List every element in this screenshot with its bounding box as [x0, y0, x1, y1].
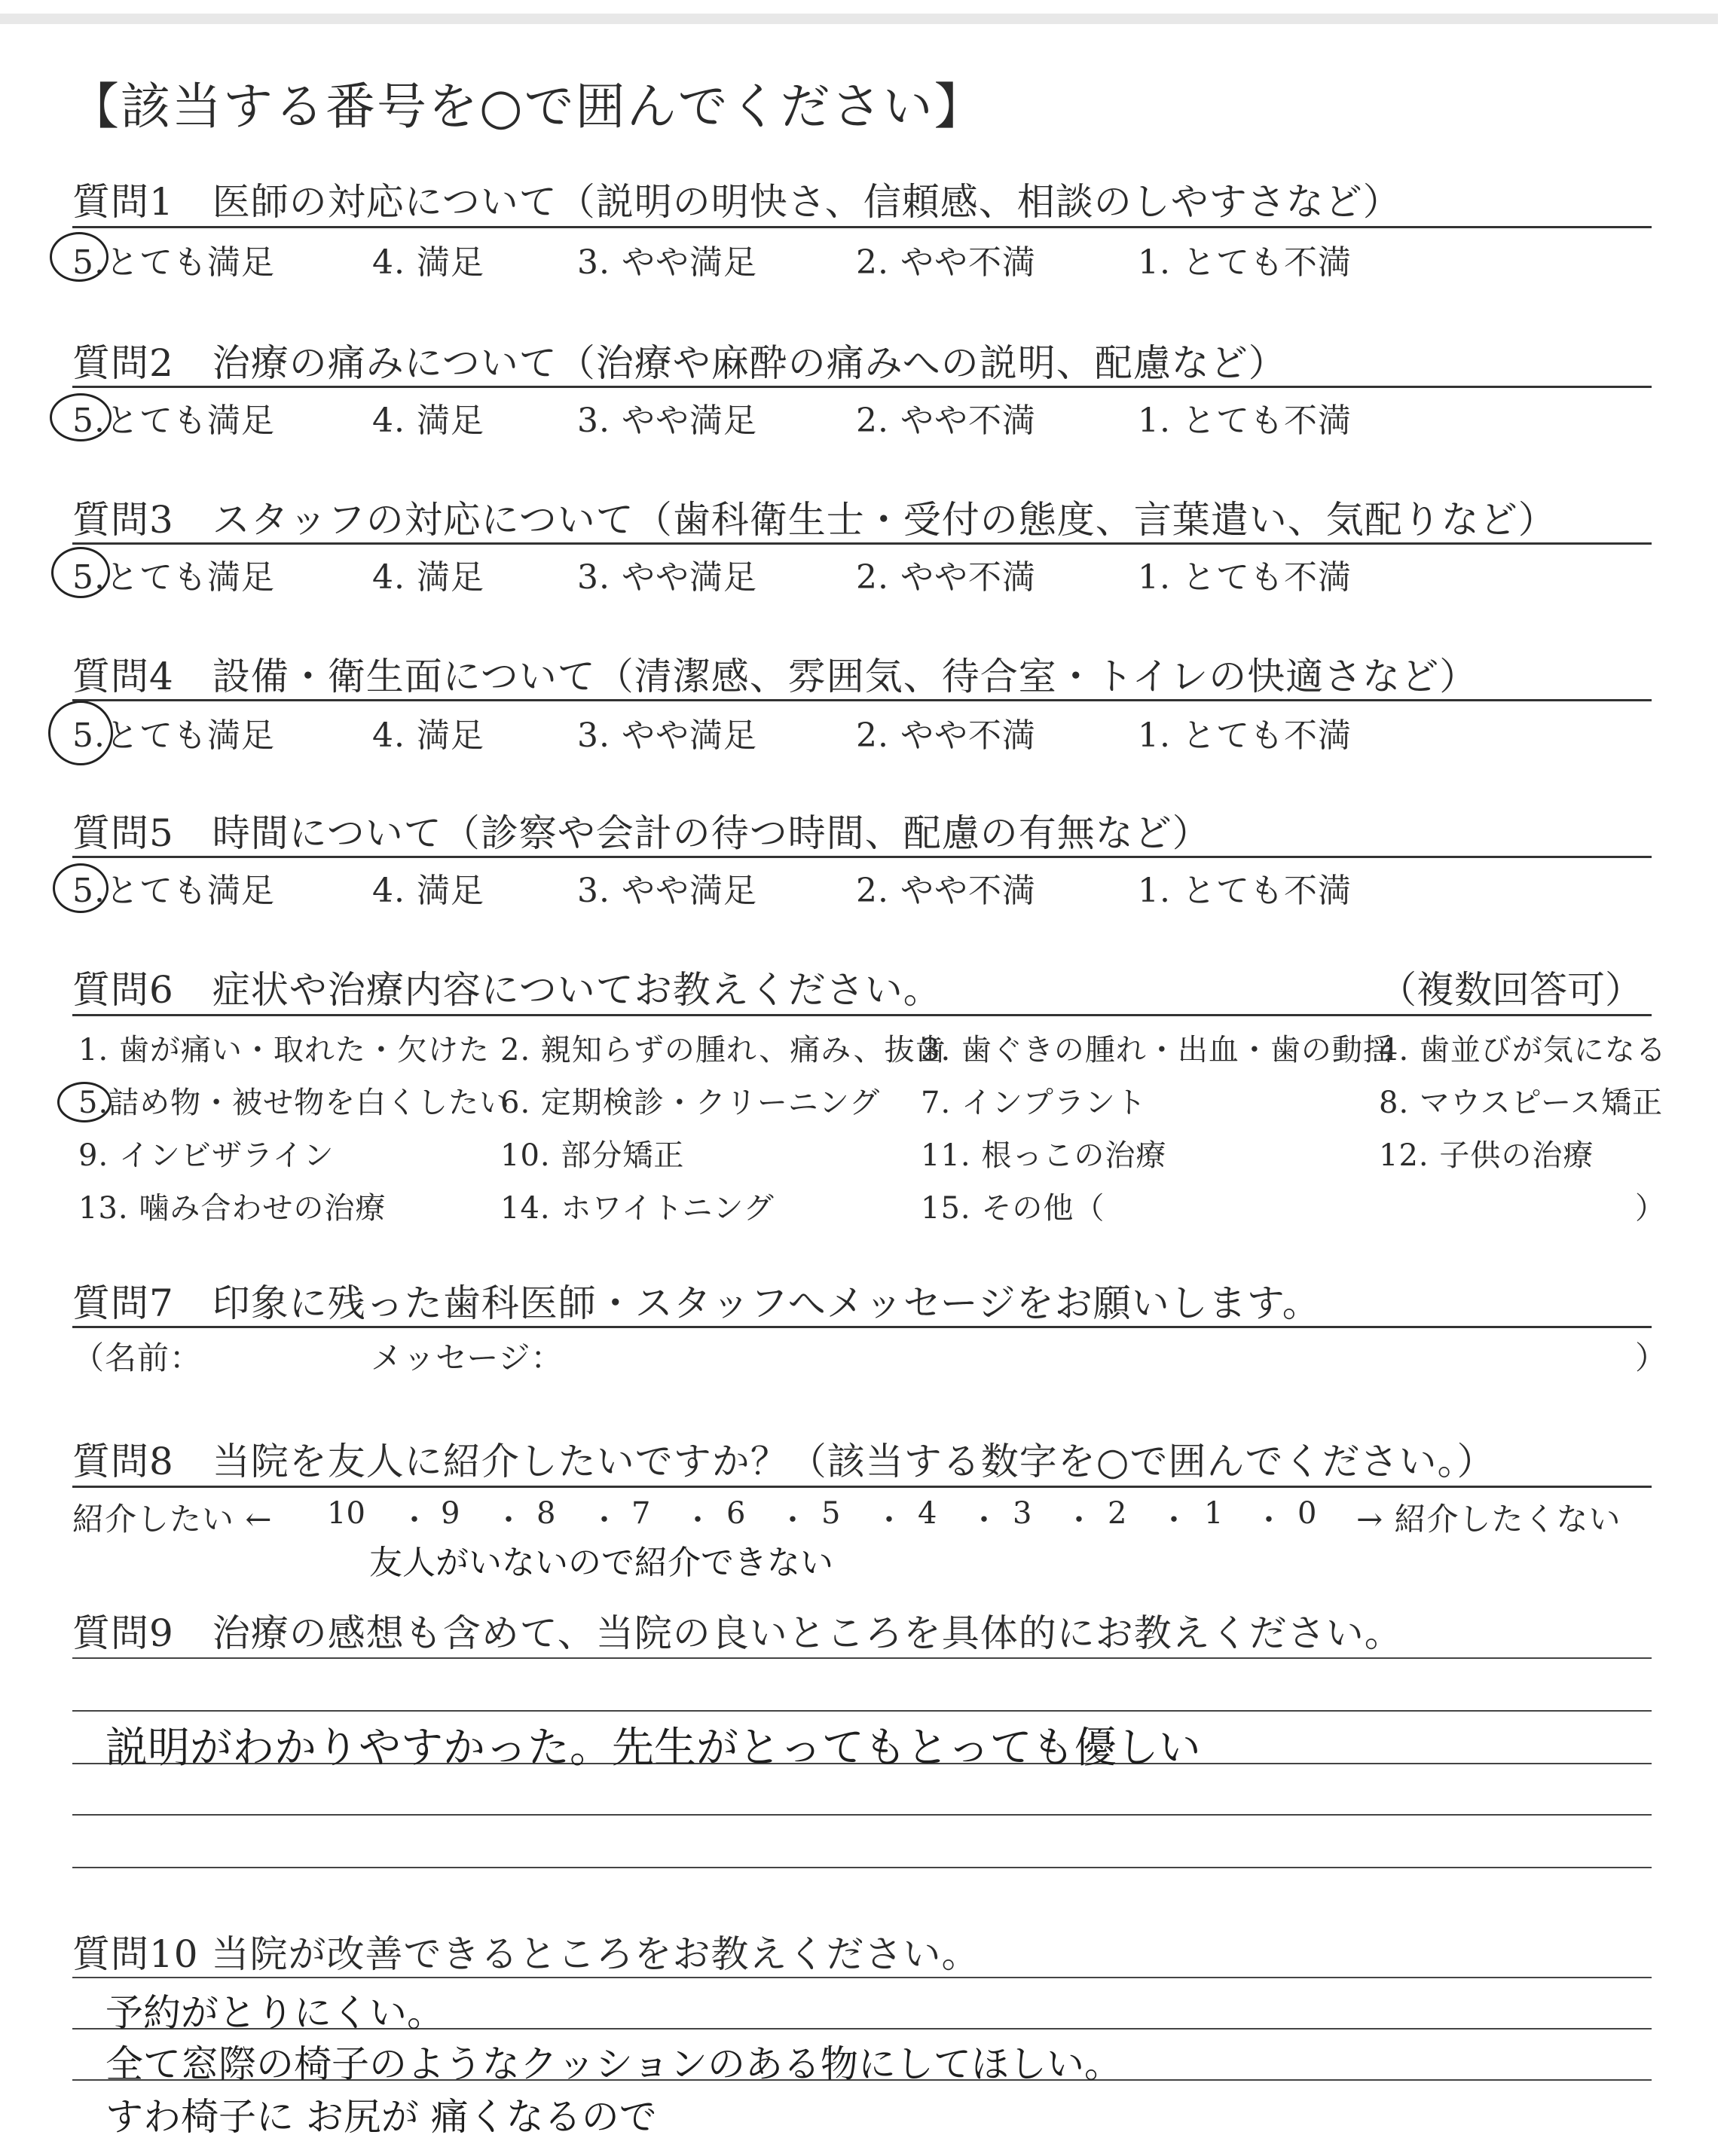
question-4-rule: [72, 699, 1652, 701]
q6-option-15[interactable]: 15. その他（: [921, 1191, 1105, 1226]
question-7-rule: [72, 1326, 1652, 1328]
question-1-heading: 質問1 医師の対応について（説明の明快さ、信頼感、相談のしやすさなど）: [72, 180, 1401, 224]
q6-option-1[interactable]: 1. 歯が痛い・取れた・欠けた: [78, 1033, 490, 1067]
q8-handwritten-note: 友人がいないので紹介できない: [369, 1544, 833, 1582]
q3-option-4[interactable]: 4. 満足: [372, 558, 484, 597]
q8-dot: ・: [1064, 1503, 1094, 1538]
q8-dot: ・: [494, 1503, 524, 1538]
q9-answer-line: [72, 1657, 1652, 1659]
q3-selection-circle: [51, 547, 110, 598]
q8-score-10[interactable]: 10: [327, 1496, 365, 1531]
q6-option-8[interactable]: 8. マウスピース矯正: [1379, 1086, 1664, 1120]
question-9-heading: 質問9 治療の感想も含めて、当院の良いところを具体的にお教えください。: [72, 1611, 1403, 1655]
q8-dot: ・: [1159, 1503, 1189, 1538]
question-3-heading: 質問3 スタッフの対応について（歯科衛生士・受付の態度、言葉遣い、気配りなど）: [72, 498, 1557, 542]
q3-option-3[interactable]: 3. やや満足: [577, 558, 757, 597]
q4-option-5[interactable]: 5.とても満足: [72, 716, 275, 755]
q5-option-2[interactable]: 2. やや不満: [856, 872, 1036, 910]
q2-option-4[interactable]: 4. 満足: [372, 402, 484, 440]
q3-option-5[interactable]: 5.とても満足: [72, 558, 275, 597]
q2-selection-circle: [50, 393, 112, 441]
q8-scale-left-label: 紹介したい ←: [72, 1501, 273, 1538]
q10-answer-line: [72, 1977, 1652, 1978]
question-5-heading: 質問5 時間について（診察や会計の待つ時間、配慮の有無など）: [72, 811, 1211, 855]
q10-handwritten-line-2: 全て窓際の椅子のようなクッションのある物にしてほしい。: [105, 2042, 1122, 2086]
q4-option-2[interactable]: 2. やや不満: [856, 716, 1036, 755]
q6-option-3[interactable]: 3. 歯ぐきの腫れ・出血・歯の動揺: [921, 1033, 1394, 1067]
q5-option-5[interactable]: 5.とても満足: [72, 872, 275, 910]
q8-score-6[interactable]: 6: [726, 1496, 746, 1531]
q2-option-1[interactable]: 1. とても不満: [1138, 402, 1352, 440]
q5-option-1[interactable]: 1. とても不満: [1138, 872, 1352, 910]
q8-score-4[interactable]: 4: [918, 1496, 937, 1531]
q6-option-9[interactable]: 9. インビザライン: [78, 1138, 335, 1173]
question-4-heading: 質問4 設備・衛生面について（清潔感、雰囲気、待合室・トイレの快適さなど）: [72, 655, 1478, 698]
question-3-rule: [72, 542, 1652, 545]
q1-option-3[interactable]: 3. やや満足: [577, 243, 757, 282]
q4-selection-circle: [48, 701, 113, 765]
q6-option-10[interactable]: 10. 部分矯正: [500, 1138, 685, 1173]
q6-option-11[interactable]: 11. 根っこの治療: [921, 1138, 1167, 1173]
q7-name-field-label[interactable]: （名前：: [72, 1339, 203, 1376]
q9-handwritten-answer: 説明がわかりやすかった。先生がとってもとっても優しい: [105, 1724, 1201, 1773]
question-6-heading: 質問6 症状や治療内容についてお教えください。: [72, 968, 942, 1012]
q6-other-close-paren: ）: [1635, 1191, 1666, 1226]
question-6-rule: [72, 1014, 1652, 1016]
q3-option-2[interactable]: 2. やや不満: [856, 558, 1036, 597]
q9-answer-line: [72, 1814, 1652, 1816]
q8-score-8[interactable]: 8: [536, 1496, 556, 1531]
q8-dot: ・: [969, 1503, 999, 1538]
q8-score-1[interactable]: 1: [1204, 1496, 1224, 1531]
q4-option-3[interactable]: 3. やや満足: [577, 716, 757, 755]
q8-scale-right-label: → 紹介したくない: [1356, 1501, 1621, 1538]
q3-option-1[interactable]: 1. とても不満: [1138, 558, 1352, 597]
question-7-heading: 質問7 印象に残った歯科医師・スタッフへメッセージをお願いします。: [72, 1281, 1321, 1325]
q1-option-1[interactable]: 1. とても不満: [1138, 243, 1352, 282]
q4-option-1[interactable]: 1. とても不満: [1138, 716, 1352, 755]
q6-multiple-answers-note: （複数回答可）: [1379, 968, 1643, 1012]
q6-option-4[interactable]: 4. 歯並びが気になる: [1379, 1033, 1667, 1067]
q6-option-6[interactable]: 6. 定期検診・クリーニング: [500, 1086, 881, 1120]
question-10-heading: 質問10 当院が改善できるところをお教えください。: [72, 1932, 980, 1976]
q8-score-2[interactable]: 2: [1108, 1496, 1127, 1531]
q4-option-4[interactable]: 4. 満足: [372, 716, 484, 755]
q5-option-3[interactable]: 3. やや満足: [577, 872, 757, 910]
q6-option-2[interactable]: 2. 親知らずの腫れ、痛み、抜歯: [500, 1033, 946, 1067]
q8-dot: ・: [778, 1503, 808, 1538]
q8-dot: ・: [874, 1503, 904, 1538]
q6-option-13[interactable]: 13. 噛み合わせの治療: [78, 1191, 387, 1226]
question-1-rule: [72, 226, 1652, 228]
q2-option-5[interactable]: 5.とても満足: [72, 402, 275, 440]
q6-option-7[interactable]: 7. インプラント: [921, 1086, 1147, 1120]
question-2-heading: 質問2 治療の痛みについて（治療や麻酔の痛みへの説明、配慮など）: [72, 341, 1287, 385]
q2-option-3[interactable]: 3. やや満足: [577, 402, 757, 440]
q9-answer-line: [72, 1710, 1652, 1712]
question-2-rule: [72, 386, 1652, 388]
q8-score-0[interactable]: 0: [1297, 1496, 1317, 1531]
q1-option-2[interactable]: 2. やや不満: [856, 243, 1036, 282]
form-instruction-title: 【該当する番号を○で囲んでください】: [69, 78, 986, 136]
scan-top-edge: [0, 14, 1718, 24]
q8-dot: ・: [399, 1503, 429, 1538]
q8-dot: ・: [589, 1503, 619, 1538]
question-8-heading: 質問8 当院を友人に紹介したいですか？（該当する数字を○で囲んでください。）: [72, 1440, 1496, 1483]
q10-handwritten-line-3: すわ椅子に お尻が 痛くなるので: [105, 2095, 657, 2139]
question-8-rule: [72, 1486, 1652, 1488]
q6-option-12[interactable]: 12. 子供の治療: [1379, 1138, 1594, 1173]
q7-message-field-label[interactable]: メッセージ：: [371, 1339, 564, 1376]
q9-answer-line: [72, 1867, 1652, 1868]
q1-option-5[interactable]: 5.とても満足: [72, 243, 275, 282]
q5-selection-circle: [53, 863, 108, 913]
q8-score-9[interactable]: 9: [441, 1496, 460, 1531]
q8-score-5[interactable]: 5: [821, 1496, 841, 1531]
q8-score-7[interactable]: 7: [631, 1496, 651, 1531]
q1-option-4[interactable]: 4. 満足: [372, 243, 484, 282]
q10-handwritten-line-1: 予約がとりにくい。: [105, 1991, 445, 2035]
q1-selection-circle: [50, 232, 108, 282]
q5-option-4[interactable]: 4. 満足: [372, 872, 484, 910]
q8-dot: ・: [1254, 1503, 1284, 1538]
question-5-rule: [72, 856, 1652, 858]
q8-dot: ・: [683, 1503, 713, 1538]
q8-score-3[interactable]: 3: [1013, 1496, 1032, 1531]
q2-option-2[interactable]: 2. やや不満: [856, 402, 1036, 440]
q6-option-5[interactable]: 5.詰め物・被せ物を白くしたい: [78, 1086, 511, 1120]
q7-close-paren: ）: [1635, 1339, 1668, 1376]
q6-selection-circle: [57, 1082, 112, 1122]
q6-option-14[interactable]: 14. ホワイトニング: [500, 1191, 775, 1226]
